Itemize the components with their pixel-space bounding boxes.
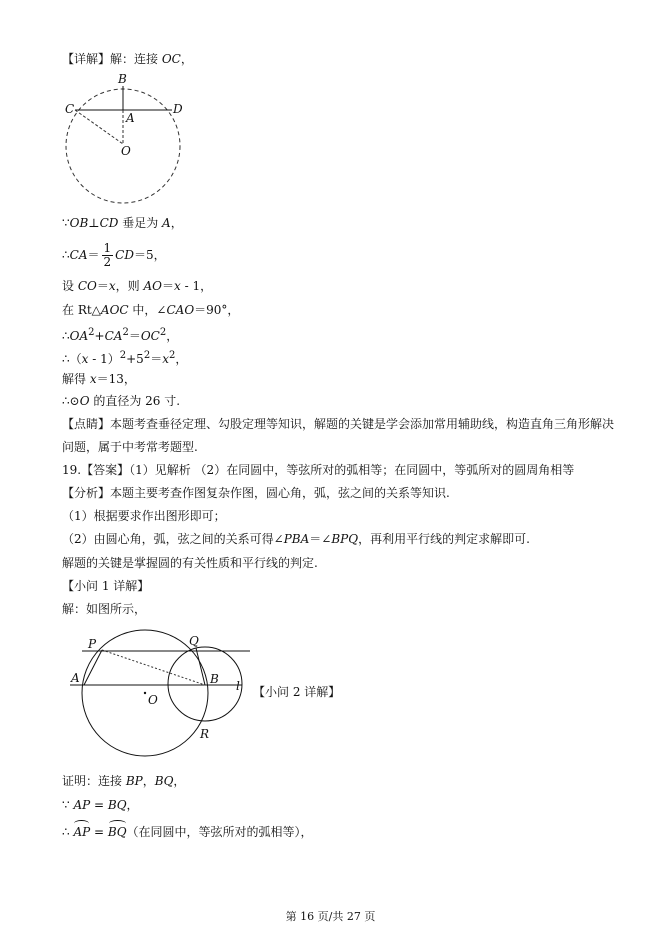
- label-b: B: [210, 672, 219, 686]
- segment-co: [75, 110, 123, 144]
- step-5: [62, 325, 178, 344]
- text: ＝: [96, 279, 109, 293]
- label-c: C: [65, 102, 75, 116]
- header-tail: ，: [180, 52, 193, 66]
- section-tag: 【分析】: [62, 486, 111, 500]
- text: 解得: [62, 372, 90, 386]
- exponent: 2: [88, 327, 95, 338]
- var: x: [174, 279, 181, 293]
- header-text: 解：连接: [110, 52, 162, 66]
- var-cd: CD: [115, 248, 134, 262]
- text: - 1，: [180, 279, 213, 293]
- var: OC: [140, 329, 160, 343]
- text: 设: [62, 279, 78, 293]
- because-symbol: ∵: [62, 798, 74, 812]
- text: 的直径为 26 寸.: [89, 394, 181, 408]
- var: O: [79, 394, 90, 408]
- var: OA: [69, 329, 89, 343]
- page-footer: 第 16 页/共 27 页: [285, 910, 376, 923]
- label-o: O: [148, 693, 158, 707]
- label-a: A: [71, 671, 80, 685]
- proof-line-1: [62, 773, 185, 789]
- label-b: B: [118, 72, 127, 86]
- text: - 1）: [88, 352, 120, 366]
- var-cd: CD: [99, 216, 119, 230]
- q19-answer: [62, 462, 574, 478]
- label-d: D: [173, 102, 183, 116]
- text: 中，∠: [128, 303, 167, 317]
- sub-question-1-title: 【小问 1 详解】: [62, 579, 150, 593]
- because-symbol: ∵: [62, 216, 70, 230]
- fraction-half: [102, 242, 114, 269]
- exponent: 2: [159, 327, 167, 338]
- exponent: 2: [169, 350, 176, 361]
- var: BPQ: [331, 532, 359, 546]
- equals: =: [90, 798, 108, 812]
- var: AOC: [100, 303, 129, 317]
- section-tag: 【详解】: [62, 52, 111, 66]
- solution-header: [62, 51, 193, 67]
- text: （2）由圆心角，弧，弦之间的关系可得∠: [62, 532, 284, 546]
- text: +5: [126, 352, 144, 366]
- question-number: 19.: [62, 463, 82, 477]
- step-3: [62, 278, 212, 294]
- var-ob: OB: [69, 216, 89, 230]
- var-a: A: [162, 216, 171, 230]
- q19-point-2: [62, 531, 530, 547]
- fraction-denominator: 2: [103, 255, 112, 269]
- text: 证明：连接: [62, 774, 126, 788]
- text: ＝: [150, 352, 163, 366]
- var: x: [89, 372, 97, 386]
- punct: ，: [166, 329, 179, 343]
- var: BQ: [154, 774, 174, 788]
- step-1: [62, 215, 183, 231]
- arc-bq: BQ: [108, 822, 127, 840]
- var-ca: CA: [69, 248, 88, 262]
- step-2: [62, 240, 166, 270]
- step-6: [62, 348, 187, 367]
- punct: ，: [170, 216, 183, 230]
- segment-bq: [196, 648, 205, 685]
- comment-line-2: 问题，属于中考常考题型.: [62, 440, 198, 454]
- var: CO: [77, 279, 97, 293]
- center-dot: [144, 692, 146, 694]
- header-var: OC: [161, 52, 181, 66]
- var: CAO: [166, 303, 195, 317]
- var: x: [108, 279, 116, 293]
- exponent: 2: [143, 350, 151, 361]
- segment-pb: [102, 650, 205, 685]
- therefore-symbol: ∴: [62, 825, 74, 839]
- analysis-text: 本题主要考查作图复杂作图，圆心角，弧，弦之间的关系等知识.: [110, 486, 450, 500]
- proof-note: （在同圆中，等弦所对的弧相等），: [126, 825, 313, 839]
- section-tag: 【点睛】: [62, 417, 111, 431]
- exponent: 2: [122, 327, 129, 338]
- step-7: [62, 371, 136, 387]
- solution-intro: 解：如图所示，: [62, 602, 147, 616]
- text: ＝: [162, 279, 175, 293]
- var: AO: [143, 279, 162, 293]
- step-4: [62, 302, 239, 318]
- q19-key: 解题的关键是掌握圆的有关性质和平行线的判定.: [62, 556, 318, 570]
- q19-point-1: （1）根据要求作出图形即可；: [62, 509, 226, 523]
- proof-line-2: [62, 797, 139, 813]
- var: x: [162, 352, 169, 366]
- text: ，: [173, 774, 186, 788]
- exponent: 2: [119, 350, 127, 361]
- text: ，再利用平行线的判定求解即可.: [358, 532, 530, 546]
- text: ＝∠: [309, 532, 332, 546]
- segment-ap: [84, 650, 102, 685]
- text: ＝90°，: [194, 303, 240, 317]
- var: BQ: [107, 798, 127, 812]
- sub-question-2-title: 【小问 2 详解】: [253, 685, 341, 699]
- fraction-numerator: 1: [103, 241, 112, 255]
- label-q: Q: [189, 634, 199, 648]
- step-tail: ＝5，: [133, 248, 166, 262]
- text: ＝13，: [96, 372, 136, 386]
- var: BP: [125, 774, 143, 788]
- equals: ＝: [87, 248, 100, 262]
- comment-line-1: [62, 416, 614, 432]
- arc-ap: AP: [73, 822, 90, 840]
- label-l: l: [236, 679, 240, 693]
- circle-figure-1: [58, 72, 188, 206]
- var: PBA: [283, 532, 310, 546]
- var: x: [81, 352, 89, 366]
- step-text: 垂足为: [118, 216, 163, 230]
- comment-text: 本题考查垂径定理、勾股定理等知识，解题的关键是学会添加常用辅助线，构造直角三角形解决: [110, 417, 615, 431]
- text: ，: [142, 774, 155, 788]
- label-a: A: [126, 111, 135, 125]
- text: ∴⊙: [62, 394, 80, 408]
- therefore-symbol: ∴: [62, 248, 70, 262]
- therefore-symbol: ∴: [62, 329, 70, 343]
- var: CA: [104, 329, 123, 343]
- text: ，: [175, 352, 188, 366]
- proof-line-3: [62, 822, 313, 840]
- plus: +: [94, 329, 105, 343]
- text: ∴（: [62, 352, 82, 366]
- text: 在 Rt△: [62, 303, 101, 317]
- punct: ，: [126, 798, 139, 812]
- q19-analysis: [62, 485, 450, 501]
- answer-text: （1）见解析 （2）在同圆中，等弦所对的弧相等；在同圆中，等弧所对的圆周角相等: [129, 463, 575, 477]
- equals: ＝: [128, 329, 141, 343]
- text: ，则: [115, 279, 144, 293]
- label-r: R: [200, 727, 210, 741]
- section-tag: 【答案】: [81, 463, 130, 477]
- label-p: P: [88, 637, 97, 651]
- circle-figure-2: [60, 624, 260, 764]
- var: AP: [73, 798, 91, 812]
- equals: =: [90, 825, 108, 839]
- step-8: [62, 393, 180, 409]
- perp-symbol: ⊥: [88, 216, 100, 230]
- label-o: O: [121, 144, 131, 158]
